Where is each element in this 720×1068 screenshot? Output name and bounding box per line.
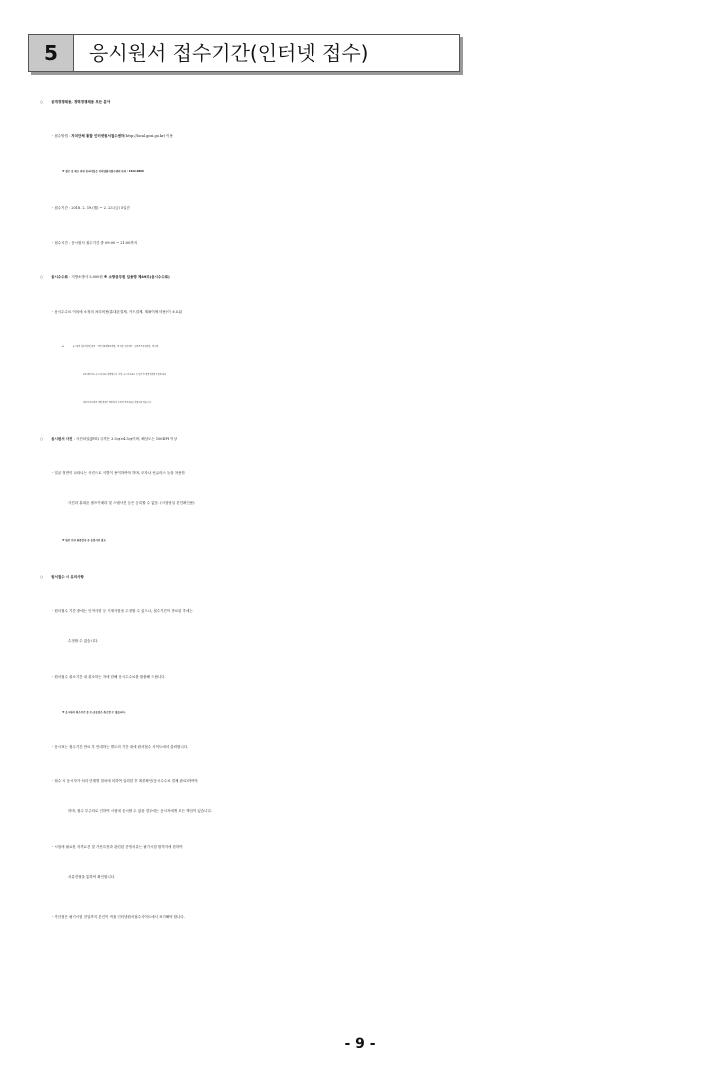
fee-law-note: ※ 소방공무원 임용령 제49조(응시수수료) <box>103 275 170 279</box>
caution-heading <box>40 567 720 587</box>
circle-bullet: ○ <box>40 437 44 441</box>
fee-extra <box>52 302 720 322</box>
photo-detail-line2: 사진과 휴대폰 셀프카메라 및 스냅사진 등은 등록할 수 없음. (시험당일 본인확인용) <box>68 501 195 505</box>
photo-spec: : 사진파일(JPG) 규격은 3.5㎝×4.5㎝이며, 해상도는 100DPI 이상 <box>72 437 177 441</box>
section-header <box>28 34 460 72</box>
receipt-method <box>52 126 720 146</box>
exemption-line1: 응시원서 접수마감일 현재 「국민기초생활보장법」에 따른 수급자와 「한부모가족지원법」에 따른 <box>72 346 159 348</box>
exemption-line3: 대상자)조회하여 개별 환급할 예정이며, 소정의 처리비용은 환급되지 않습니다. <box>83 402 152 404</box>
circle-bullet: ○ <box>40 100 44 104</box>
photo-note: ※ 원본 보관 최종합격 후 동일사진 필요 <box>62 539 106 542</box>
heading-text: 공개경쟁채용, 경력경쟁채용 모든 분야 <box>51 100 111 104</box>
caution-item <box>52 737 720 757</box>
note-mark: ※ <box>62 346 64 348</box>
dash: - <box>52 745 54 749</box>
circle-bullet: ○ <box>40 575 44 579</box>
dash: - <box>52 206 54 210</box>
page-number: - 9 - <box>344 1036 376 1052</box>
dash: - <box>52 675 54 679</box>
cancel-note: ※ 응시원서 취소기간 중 토·공휴일은 취소할 수 없습니다. <box>62 711 126 714</box>
method-url: (http://local.gosi.go.kr) 이용 <box>124 134 173 138</box>
fee-title: 응시수수료 <box>51 275 68 279</box>
section-title: 응시원서 접수기간(인터넷 접수) <box>89 41 369 65</box>
section-number: 5 <box>29 35 74 71</box>
dash: - <box>52 915 54 919</box>
caution-line: 서류전형을 통하여 확인합니다. <box>68 875 116 879</box>
exemption-line2: 보호대상자는 응시수수료를 면제합니다. 다만, 응시수수료는 선 납부 후 관련기관에 수급자(보호 <box>83 374 167 376</box>
caution-line: 하며, 접수 부주의로 인하여 시험에 응시할 수 없을 경우에는 응시자에게 모든 책임이 있습니다. <box>68 809 213 813</box>
fee-exemption-note <box>62 336 720 358</box>
fee-amount: : 지방소방사 5,000원 <box>67 275 104 279</box>
caution-line: 원서접수 기간 중에는 인적사항 등 기재사항을 수정할 수 있으나, 접수기간이 종료된 후에는 <box>54 609 193 613</box>
photo-heading <box>40 429 720 449</box>
caution-line: 응시표는 접수기간 만료 후 안내하는 별도의 기간 내에 원서접수 사이트에서 출력합니다. <box>54 745 189 749</box>
dash: - <box>52 609 54 613</box>
caution-line: 접수 시 응시자가 처리 단계별 절차에 의하여 입력한 후 최종확인(응시수수료 결제 완료)하여야 <box>54 779 198 783</box>
method-label: 접수방법 : <box>54 134 71 138</box>
caution-line: 원서접수 취소기간 내 취소하는 자에 한해 응시수수료를 환불해 드립니다. <box>54 675 166 679</box>
caution-item <box>52 907 720 927</box>
fee-heading <box>40 267 720 287</box>
photo-detail-line1: 얼굴 정면이 나타나는 사진으로 식별이 용이하여야 하며, 모자나 선글라스 등을 착용한 <box>54 471 185 475</box>
dash: - <box>52 241 54 245</box>
caution-line: 수정할 수 없습니다. <box>68 639 99 643</box>
caution-item <box>52 601 720 621</box>
caution-line: 가산점은 필기시험 전일까지 본인이 직접 인터넷원서접수사이트에서 표기해야 합니다. <box>54 915 185 919</box>
receipt-period <box>52 198 720 218</box>
time-text: 접수시간 : 응시원서 접수기간 중 09:00 ~ 21:00까지 <box>54 241 138 245</box>
receipt-time <box>52 233 720 253</box>
dash: - <box>52 134 54 138</box>
period-text: 접수기간 : 2018. 2. 19.(월) ~ 2. 23.(금) 5일간 <box>54 206 130 210</box>
caution-title: 원서접수 시 유의사항 <box>51 575 84 579</box>
contact-note: ※ 접수 및 취소 관련 문의사항은 인터넷원서접수센터 문의 : 1522-0660 <box>62 170 144 173</box>
caution-item <box>52 837 720 857</box>
dash: - <box>52 845 54 849</box>
caution-line: 시험에 필요한 자격요건 및 가산특전과 관련된 증빙서류는 필기시험 합격자에 한하여 <box>54 845 183 849</box>
dash: - <box>52 471 54 475</box>
circle-bullet: ○ <box>40 275 44 279</box>
fee-extra-text: 응시수수료 이외에 소정의 처리비용(휴대폰결제, 카드결제, 계좌이체 비용)이 소요됨 <box>54 310 183 314</box>
caution-item <box>52 771 720 791</box>
heading-all-fields <box>40 92 720 112</box>
caution-item <box>52 667 720 687</box>
dash: - <box>52 779 54 783</box>
photo-detail-1 <box>52 463 720 483</box>
dash: - <box>52 310 54 314</box>
method-center: 자치단체 통합 인터넷원서접수센터 <box>71 134 125 138</box>
photo-title: 응시원서 사진 <box>51 437 73 441</box>
